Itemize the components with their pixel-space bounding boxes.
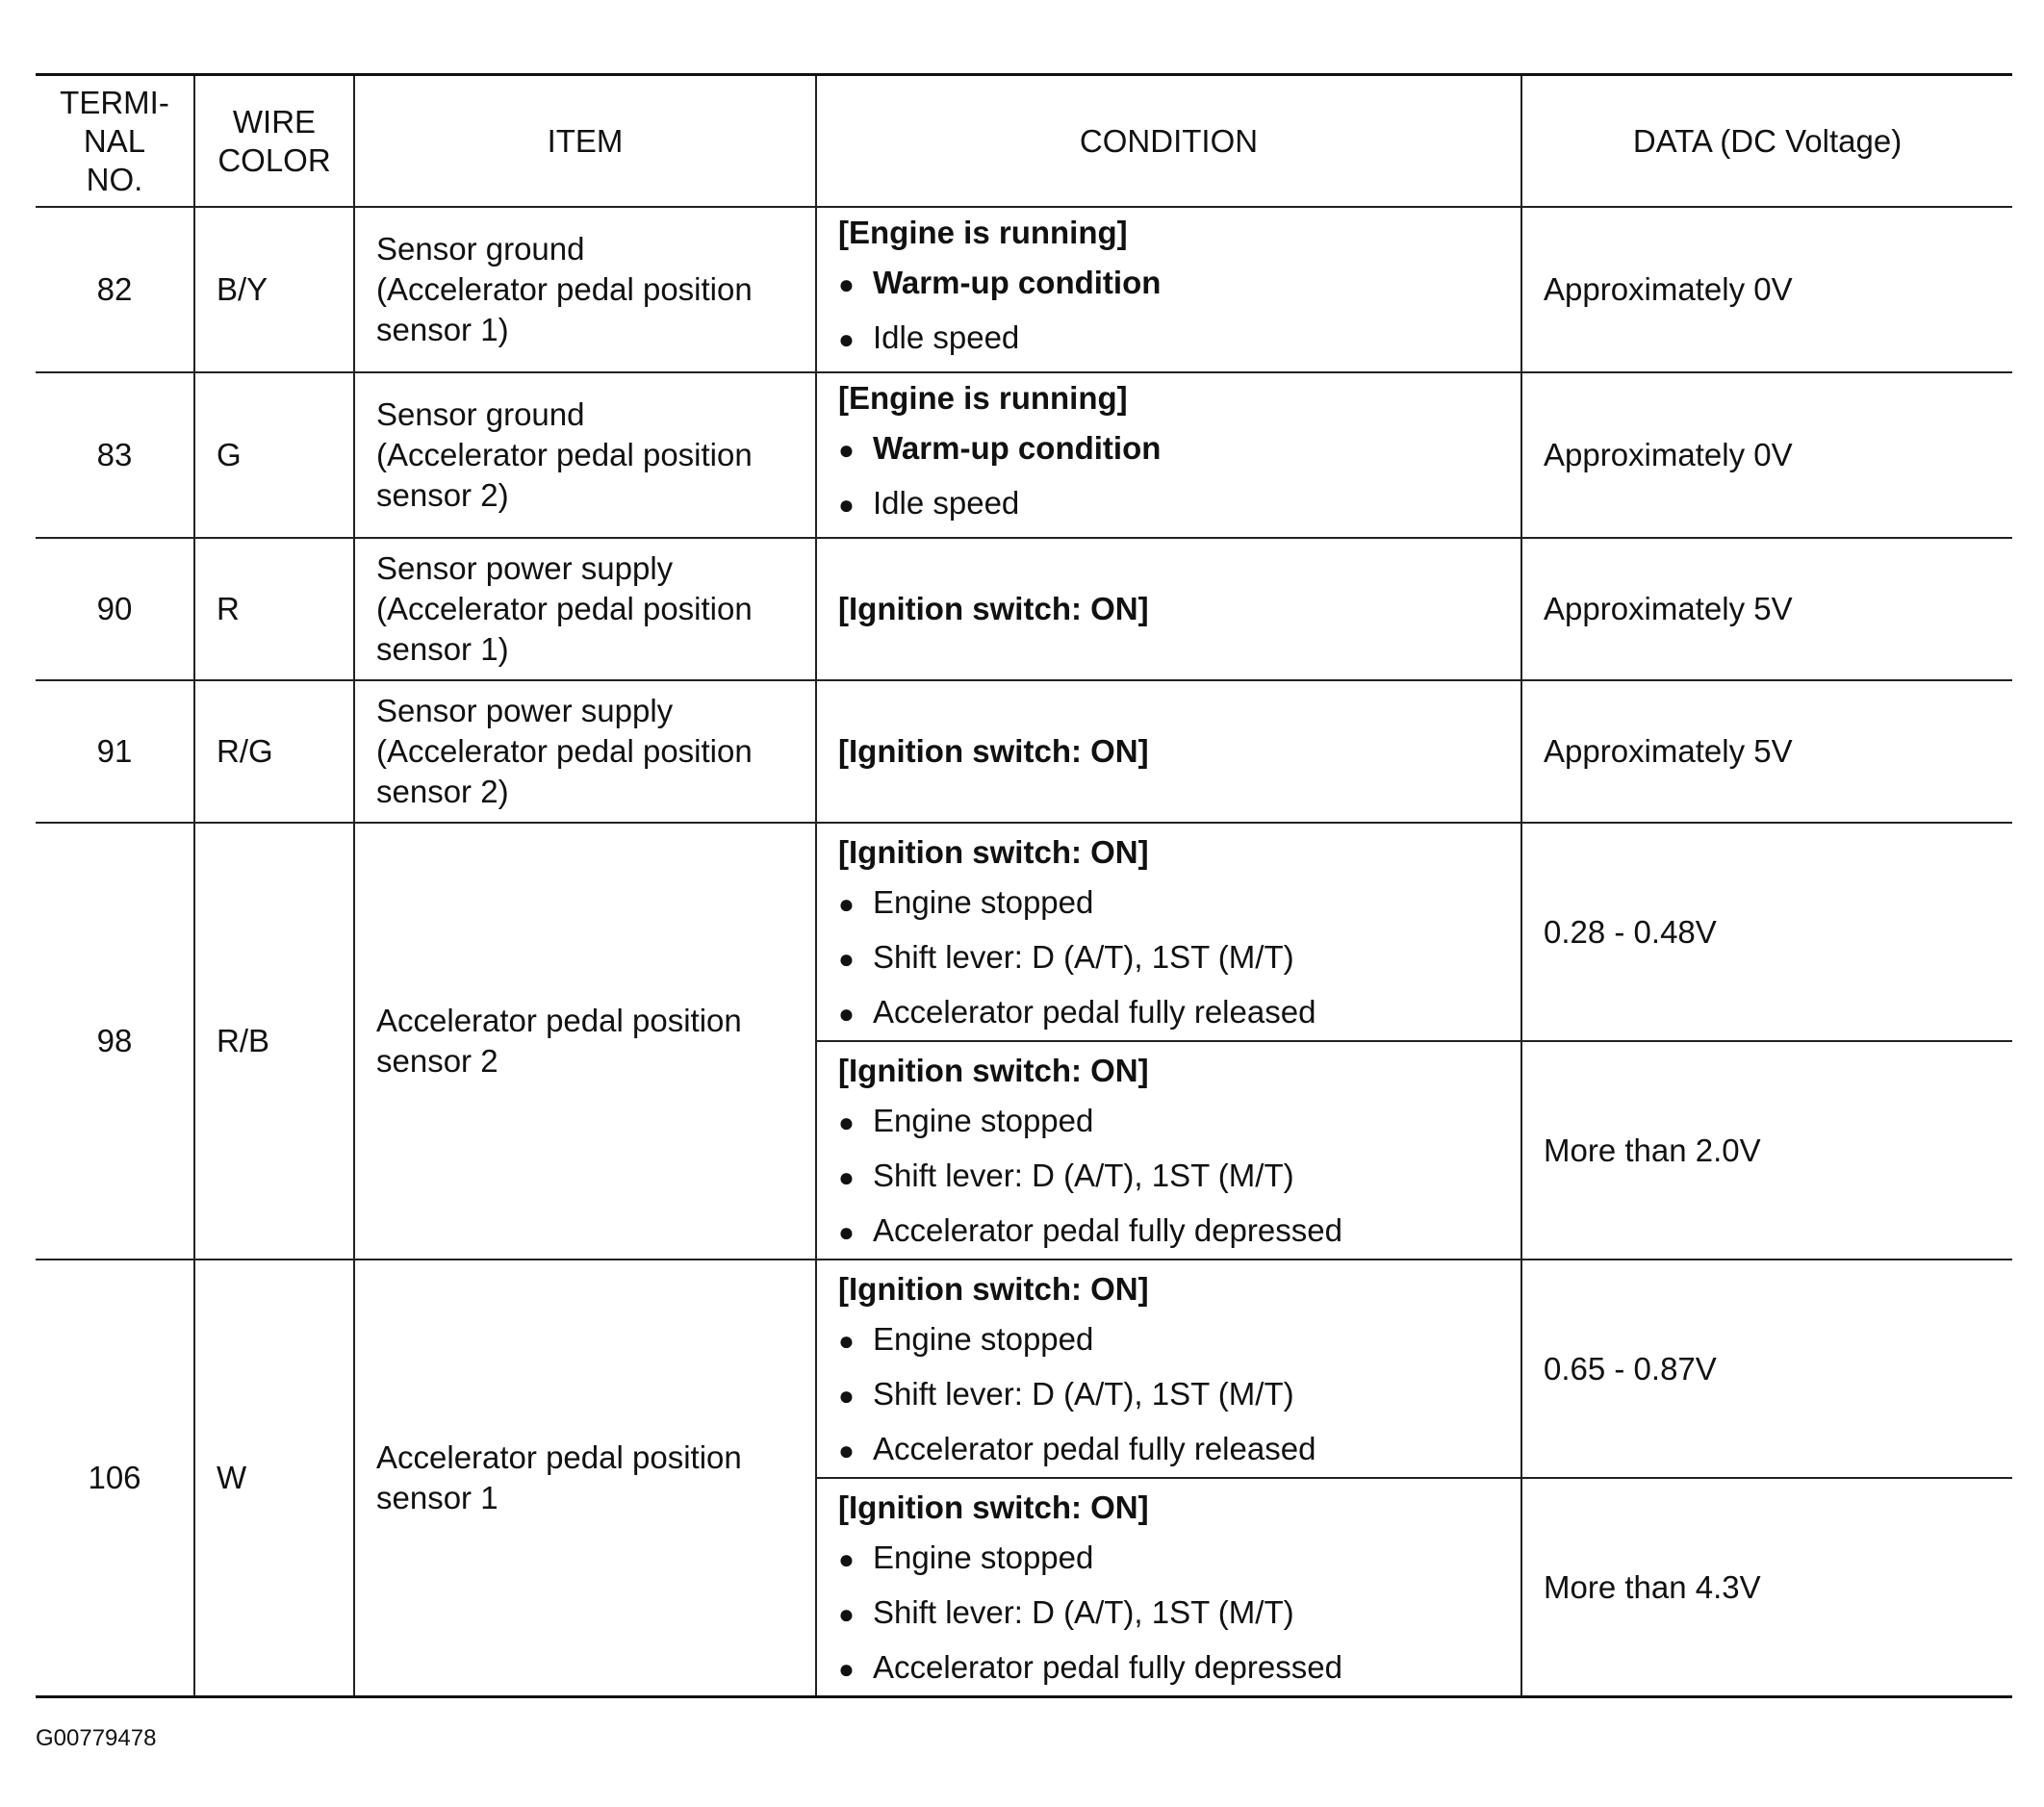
item-line: Sensor power supply xyxy=(376,550,674,586)
condition-bullet: ● Engine stopped xyxy=(838,1094,1511,1149)
data-value: 0.65 - 0.87V xyxy=(1521,1260,2012,1478)
condition-header: [Ignition switch: ON] xyxy=(838,1053,1149,1088)
table-header-row xyxy=(36,75,2012,208)
header-condition: CONDITION xyxy=(816,75,1521,208)
item-line: (Accelerator pedal position xyxy=(376,437,753,472)
item-line: (Accelerator pedal position xyxy=(376,271,753,307)
header-item: ITEM xyxy=(354,75,816,208)
terminal-data-table xyxy=(36,73,2012,1698)
condition-cell xyxy=(816,680,1521,823)
terminal-no: 106 xyxy=(36,1260,194,1697)
condition-header: [Ignition switch: ON] xyxy=(838,733,1149,769)
condition-header: [Engine is running] xyxy=(838,215,1128,250)
condition-header: [Ignition switch: ON] xyxy=(838,591,1149,626)
terminal-no: 83 xyxy=(36,372,194,538)
condition-header: [Ignition switch: ON] xyxy=(838,834,1149,870)
table-row xyxy=(36,1260,2012,1478)
condition-cell xyxy=(816,1478,1521,1697)
data-value: 0.28 - 0.48V xyxy=(1521,823,2012,1041)
item-line: sensor 1) xyxy=(376,312,509,347)
item-line: sensor 2) xyxy=(376,774,509,809)
item-line: (Accelerator pedal position xyxy=(376,733,753,769)
item-cell xyxy=(354,538,816,680)
condition-header: [Ignition switch: ON] xyxy=(838,1489,1149,1525)
condition-bullet: ● Engine stopped xyxy=(838,1531,1511,1586)
item-line: Sensor power supply xyxy=(376,693,674,728)
condition-bullet: ● Idle speed xyxy=(838,476,1511,531)
item-cell xyxy=(354,823,816,1260)
condition-bullet: ● Shift lever: D (A/T), 1ST (M/T) xyxy=(838,1149,1511,1204)
terminal-no: 91 xyxy=(36,680,194,823)
condition-bullet: ● Warm-up condition xyxy=(838,421,1511,476)
terminal-no: 90 xyxy=(36,538,194,680)
condition-cell xyxy=(816,1041,1521,1260)
table-row xyxy=(36,538,2012,680)
item-line: sensor 2 xyxy=(376,1043,498,1079)
figure-id-caption: G00779478 xyxy=(36,1725,157,1751)
item-line: sensor 1) xyxy=(376,631,509,667)
condition-bullet: ● Idle speed xyxy=(838,311,1511,366)
table-row xyxy=(36,823,2012,1041)
item-line: sensor 1 xyxy=(376,1480,498,1515)
condition-header: [Ignition switch: ON] xyxy=(838,1271,1149,1307)
wire-color: R/G xyxy=(194,680,354,823)
item-line: sensor 2) xyxy=(376,477,509,513)
condition-header: [Engine is running] xyxy=(838,380,1128,416)
data-value: Approximately 0V xyxy=(1521,372,2012,538)
condition-bullet: ● Accelerator pedal fully released xyxy=(838,985,1511,1040)
header-wire-color: WIRE COLOR xyxy=(194,75,354,208)
condition-bullet: ● Engine stopped xyxy=(838,876,1511,930)
item-cell xyxy=(354,1260,816,1697)
item-cell xyxy=(354,372,816,538)
condition-bullet: ● Accelerator pedal fully released xyxy=(838,1422,1511,1477)
item-line: (Accelerator pedal position xyxy=(376,591,753,626)
condition-cell xyxy=(816,538,1521,680)
condition-bullet: ● Shift lever: D (A/T), 1ST (M/T) xyxy=(838,930,1511,985)
data-value: More than 2.0V xyxy=(1521,1041,2012,1260)
wire-color: G xyxy=(194,372,354,538)
data-value: Approximately 5V xyxy=(1521,680,2012,823)
table-row xyxy=(36,207,2012,372)
item-line: Accelerator pedal position xyxy=(376,1439,742,1475)
condition-bullet: ● Shift lever: D (A/T), 1ST (M/T) xyxy=(838,1586,1511,1641)
item-line: Sensor ground xyxy=(376,396,585,432)
item-line: Sensor ground xyxy=(376,231,585,267)
header-data: DATA (DC Voltage) xyxy=(1521,75,2012,208)
condition-cell xyxy=(816,823,1521,1041)
table-row xyxy=(36,680,2012,823)
header-terminal-no: TERMI- NAL NO. xyxy=(36,75,194,208)
condition-bullet: ● Warm-up condition xyxy=(838,256,1511,311)
condition-bullet: ● Shift lever: D (A/T), 1ST (M/T) xyxy=(838,1367,1511,1422)
wire-color: W xyxy=(194,1260,354,1697)
wire-color: B/Y xyxy=(194,207,354,372)
terminal-no: 98 xyxy=(36,823,194,1260)
condition-bullet: ● Accelerator pedal fully depressed xyxy=(838,1204,1511,1259)
item-cell xyxy=(354,680,816,823)
wire-color: R/B xyxy=(194,823,354,1260)
condition-cell xyxy=(816,1260,1521,1478)
table-row xyxy=(36,372,2012,538)
condition-bullet: ● Engine stopped xyxy=(838,1312,1511,1367)
item-cell xyxy=(354,207,816,372)
data-value: Approximately 0V xyxy=(1521,207,2012,372)
data-value: Approximately 5V xyxy=(1521,538,2012,680)
terminal-no: 82 xyxy=(36,207,194,372)
item-line: Accelerator pedal position xyxy=(376,1003,742,1038)
wire-color: R xyxy=(194,538,354,680)
condition-cell xyxy=(816,372,1521,538)
data-value: More than 4.3V xyxy=(1521,1478,2012,1697)
condition-bullet: ● Accelerator pedal fully depressed xyxy=(838,1641,1511,1695)
condition-cell xyxy=(816,207,1521,372)
